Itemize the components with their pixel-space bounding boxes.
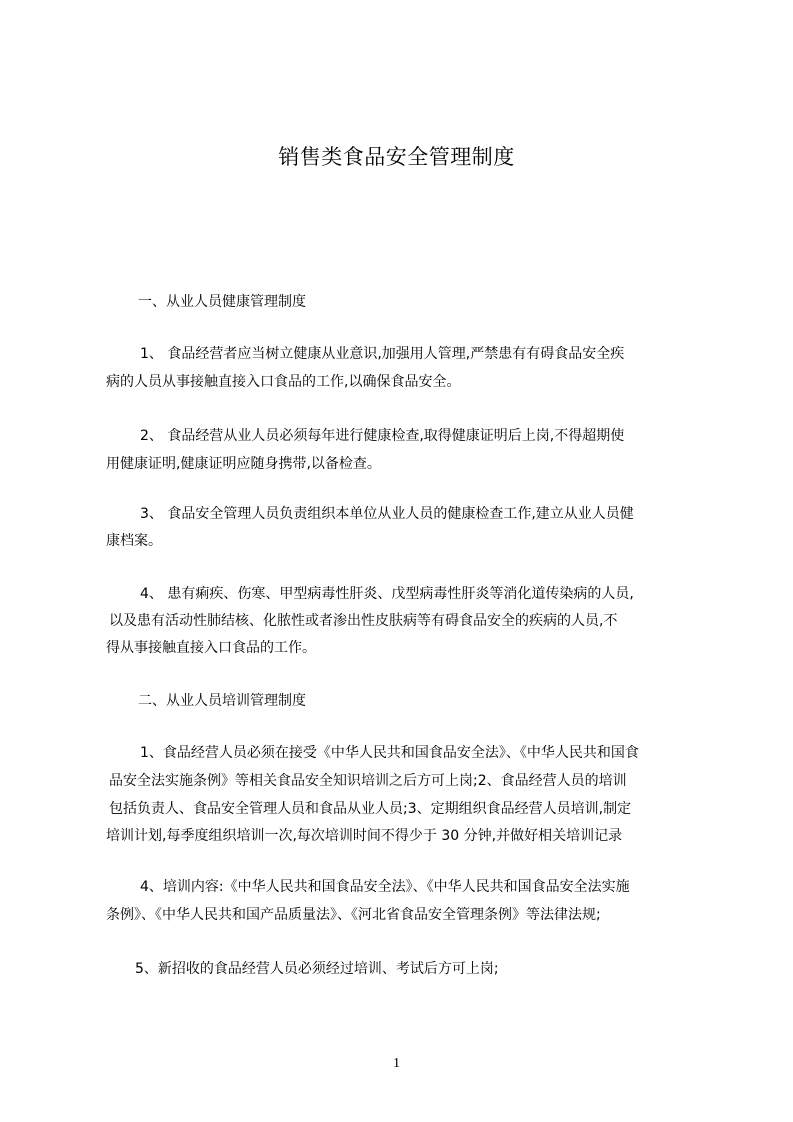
paragraph-line: 品安全法实施条例》等相关食品安全知识培训之后方可上岗;2、食品经营人员的培训: [109, 773, 627, 789]
paragraph-line: 以及患有活动性肺结核、化脓性或者渗出性皮肤病等有碍食品安全的疾病的人员,不: [109, 613, 618, 629]
paragraph-line: 4、 患有痢疾、伤寒、甲型病毒性肝炎、戊型病毒性肝炎等消化道传染病的人员,: [140, 586, 634, 602]
paragraph-line: 2、 食品经营从业人员必须每年进行健康检查,取得健康证明后上岗,不得超期使: [140, 428, 625, 444]
page-number: 1: [393, 1056, 400, 1071]
document-title: 销售类食品安全管理制度: [278, 145, 515, 169]
section-heading-training: 二、从业人员培训管理制度: [138, 693, 306, 709]
paragraph-line: 培训计划,每季度组织培训一次,每次培训时间不得少于 30 分钟,并做好相关培训记录: [106, 828, 623, 844]
paragraph-line: 用健康证明,健康证明应随身携带,以备检查。: [106, 456, 381, 472]
paragraph-line: 包括负责人、食品安全管理人员和食品从业人员;3、定期组织食品经营人员培训,制定: [109, 801, 632, 817]
paragraph-line: 病的人员从事接触直接入口食品的工作,以确保食品安全。: [106, 374, 461, 390]
paragraph-line: 1、 食品经营者应当树立健康从业意识,加强用人管理,严禁患有有碍食品安全疾: [140, 346, 625, 362]
paragraph-line: 1、食品经营人员必须在接受《中华人民共和国食品安全法》、《中华人民共和国食: [140, 745, 639, 761]
section-heading-health: 一、从业人员健康管理制度: [138, 294, 306, 310]
paragraph-line: 3、 食品安全管理人员负责组织本单位从业人员的健康检查工作,建立从业人员健: [140, 506, 634, 522]
paragraph-line: 得从事接触直接入口食品的工作。: [106, 640, 316, 656]
paragraph-line: 5、新招收的食品经营人员必须经过培训、考试后方可上岗;: [135, 961, 499, 977]
paragraph-line: 4、培训内容:《中华人民共和国食品安全法》、《中华人民共和国食品安全法实施: [140, 879, 630, 895]
paragraph-line: 康档案。: [106, 533, 162, 549]
paragraph-line: 条例》、《中华人民共和国产品质量法》、《河北省食品安全管理条例》等法律法规;: [106, 907, 601, 923]
